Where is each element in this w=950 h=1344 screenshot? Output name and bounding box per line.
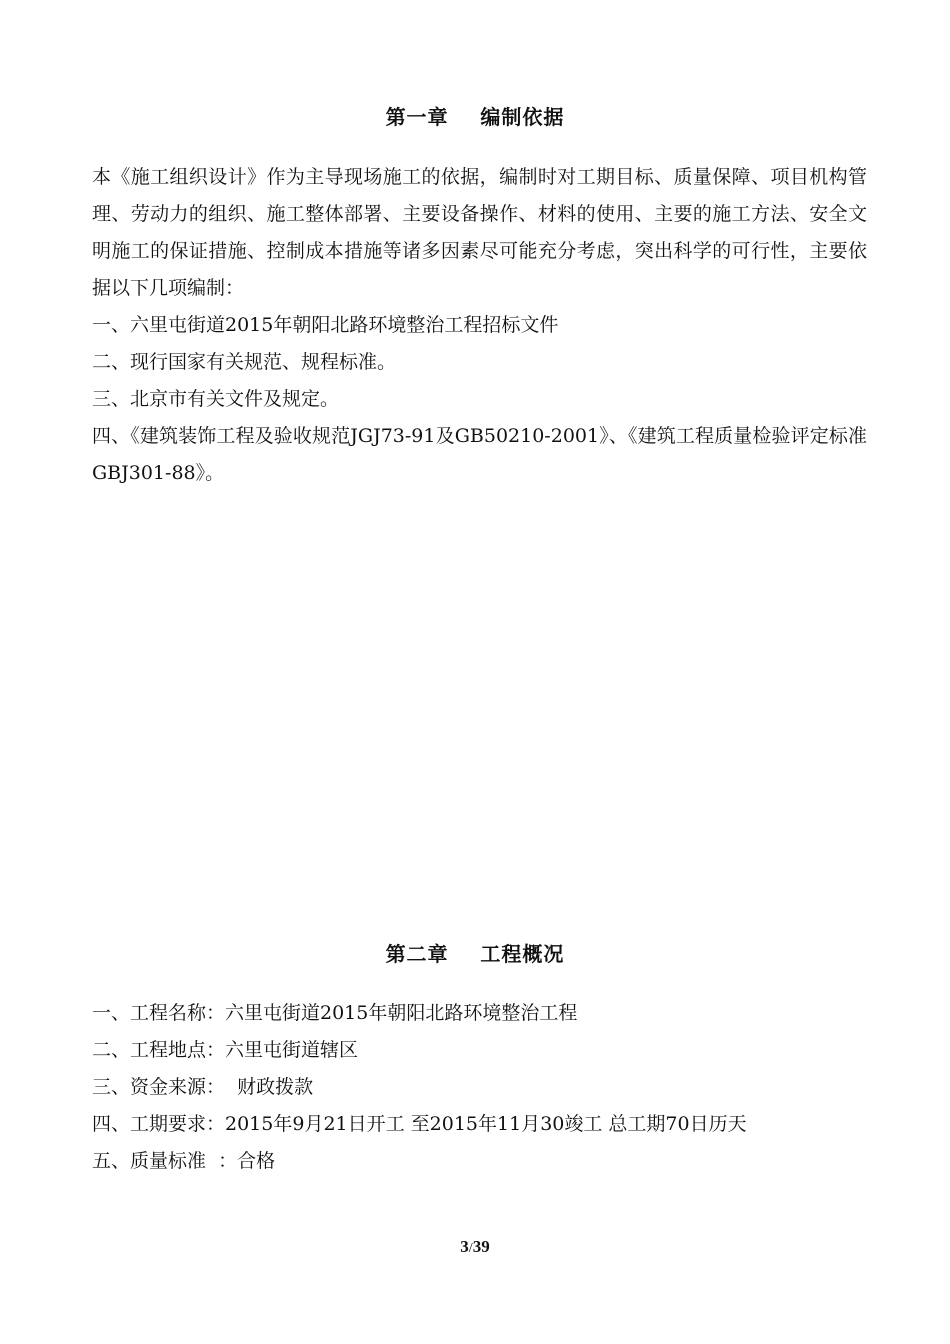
overview-item-schedule: 四、工期要求：2015年9月21日开工 至2015年11月30竣工 总工期70日历天 — [92, 1113, 747, 1135]
page-number — [0, 1236, 950, 1260]
chapter-2-body — [92, 995, 867, 1180]
total-page-count: 39 — [472, 1237, 490, 1256]
overview-item-location: 二、工程地点：六里屯街道辖区 — [92, 1039, 359, 1061]
overview-item-quality: 五、质量标准 ：合格 — [92, 1150, 276, 1172]
chapter-1-body — [92, 159, 867, 492]
chapter-1-intro-paragraph: 本《施工组织设计》作为主导现场施工的依据，编制时对工期目标、质量保障、项目机构管理、劳动力的组织、施工整体部署、主要设备操作、材料的使用、主要的施工方法、安全文明施工的保证措施、控制成本措施等诸多因素尽可能充分考虑，突出科学的可行性，主要依据以下几项编制： — [92, 166, 867, 299]
page-separator: / — [468, 1241, 473, 1256]
chapter-1-heading: 第一章 编制依据 — [385, 105, 565, 129]
basis-item-1: 一、六里屯街道2015年朝阳北路环境整治工程招标文件 — [92, 314, 559, 336]
current-page-number: 3 — [460, 1237, 469, 1256]
basis-item-2: 二、现行国家有关规范、规程标准。 — [92, 351, 397, 373]
overview-item-funding: 三、资金来源： 财政拨款 — [92, 1076, 314, 1098]
basis-item-3: 三、北京市有关文件及规定。 — [92, 388, 340, 410]
overview-item-project-name: 一、工程名称：六里屯街道2015年朝阳北路环境整治工程 — [92, 1002, 578, 1024]
basis-item-4: 四、《建筑装饰工程及验收规范JGJ73-91及GB50210-2001》、《建筑工程质量检验评定标准GBJ301-88》。 — [92, 425, 867, 484]
chapter-2-heading: 第二章 工程概况 — [385, 942, 565, 966]
